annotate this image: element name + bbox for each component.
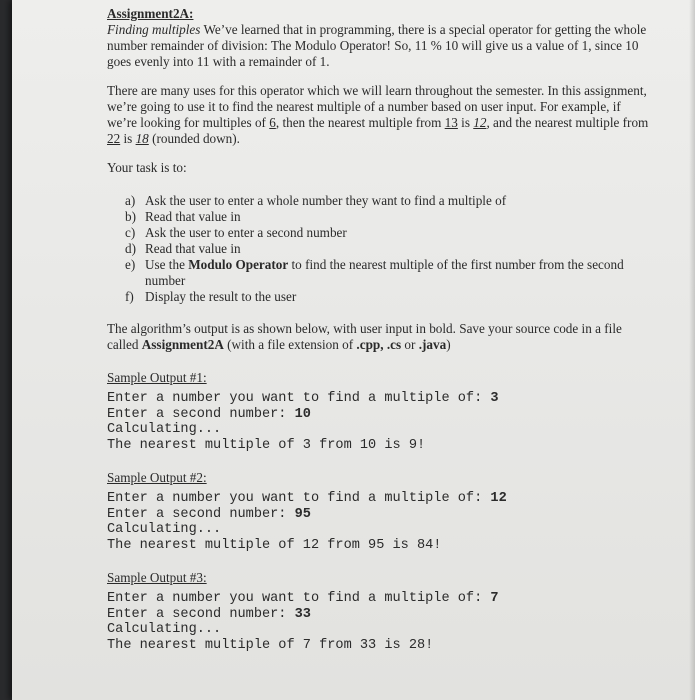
output-note-text-c: or: [401, 337, 419, 352]
task-item: [125, 289, 652, 305]
output-note-ext: .cpp, .cs: [356, 337, 402, 352]
paper-sheet: [12, 0, 695, 700]
intro-text: We’ve learned that in programming, there is a special operator for getting the whole number remainder of division: The Modulo Operator! So, 11 % 10 will give us a value of 1, since 10 goes evenly into 11 with a remainder of 1.: [107, 22, 647, 69]
prompt-1: Enter a number you want to find a multiple of:: [107, 391, 491, 406]
prompt-1: Enter a number you want to find a multiple of:: [107, 591, 491, 606]
para2-num-22: 22: [107, 131, 121, 146]
result-line: The nearest multiple of 7 from 33 is 28!: [107, 637, 434, 653]
sample-code: [107, 391, 652, 453]
para2-text-a: There are many uses for this operator which we will learn throughout the semester. In this assignment, we’re going to use it to find the nearest multiple of a number based on user input. For example, if we’re looking for multiples of: [107, 83, 647, 130]
task-item: [125, 257, 652, 289]
sample-output-1: [107, 370, 652, 453]
input-2: 33: [294, 606, 311, 622]
task-label: b): [125, 209, 136, 224]
input-2: 95: [294, 506, 311, 522]
output-note-text-a: The algorithm’s output is as shown below, with user input in bold. Save your source code in a file called: [107, 321, 622, 352]
input-1: 7: [490, 591, 499, 606]
prompt-2: Enter a second number:: [107, 506, 295, 522]
task-text-post: to find the nearest multiple of the first number from the second number: [145, 257, 624, 288]
task-label: e): [125, 257, 136, 272]
intro-lead: Finding multiples: [107, 22, 201, 37]
prompt-2: Enter a second number:: [107, 606, 295, 622]
output-note-text-b: (with a file extension of: [223, 337, 357, 352]
input-1: 12: [490, 491, 507, 506]
input-1: 3: [490, 391, 499, 406]
para2-text-b: , then the nearest multiple from: [275, 115, 445, 130]
para2-num-6: 6: [269, 115, 276, 130]
modulo-use-paragraph: [107, 83, 652, 147]
sample-code: [107, 591, 652, 653]
task-text: Read that value in: [145, 209, 241, 224]
task-item: [125, 241, 652, 257]
task-item: [125, 209, 652, 225]
task-text: [145, 257, 652, 289]
output-note-filename: Assignment2A: [141, 337, 224, 352]
para2-text-c: is: [457, 115, 474, 130]
task-item: [125, 225, 652, 241]
input-2: 10: [294, 406, 311, 422]
calculating-line: Calculating...: [107, 522, 222, 537]
task-text: Ask the user to enter a second number: [145, 225, 347, 240]
task-list: [107, 193, 652, 305]
sample-title: Sample Output #1:: [107, 370, 207, 385]
output-note-ext2: .java: [418, 337, 447, 352]
prompt-2: Enter a second number:: [107, 406, 295, 422]
task-intro: Your task is to:: [107, 160, 187, 175]
task-text: Display the result to the user: [145, 289, 297, 304]
task-text-pre: Use the: [145, 257, 189, 272]
task-text-bold: Modulo Operator: [188, 257, 289, 272]
calculating-line: Calculating...: [107, 422, 222, 437]
result-line: The nearest multiple of 3 from 10 is 9!: [107, 437, 426, 453]
task-label: f): [125, 289, 134, 304]
calculating-line: Calculating...: [107, 622, 222, 637]
para2-text-d: , and the nearest multiple from: [486, 115, 649, 130]
document-body: [107, 6, 652, 653]
task-item: [125, 193, 652, 209]
output-note: [107, 321, 652, 353]
task-text: Ask the user to enter a whole number they want to find a multiple of: [145, 193, 507, 208]
para2-num-12: 12: [473, 115, 487, 130]
sample-title: Sample Output #3:: [107, 570, 207, 585]
result-line: The nearest multiple of 12 from 95 is 84!: [107, 537, 442, 553]
para2-text-e: is: [120, 131, 136, 146]
task-label: a): [125, 193, 136, 208]
para2-text-f: (rounded down).: [148, 131, 240, 146]
sample-output-3: [107, 570, 652, 653]
para2-num-13: 13: [444, 115, 458, 130]
task-text: Read that value in: [145, 241, 241, 256]
task-label: c): [125, 225, 136, 240]
assignment-title: Assignment2A:: [107, 6, 194, 21]
sample-output-2: [107, 470, 652, 553]
sample-code: [107, 491, 652, 553]
prompt-1: Enter a number you want to find a multiple of:: [107, 491, 491, 506]
intro-paragraph: [107, 22, 652, 70]
sample-title: Sample Output #2:: [107, 470, 207, 485]
para2-num-18: 18: [135, 131, 149, 146]
output-note-text-d: ): [446, 337, 451, 352]
task-label: d): [125, 241, 136, 256]
